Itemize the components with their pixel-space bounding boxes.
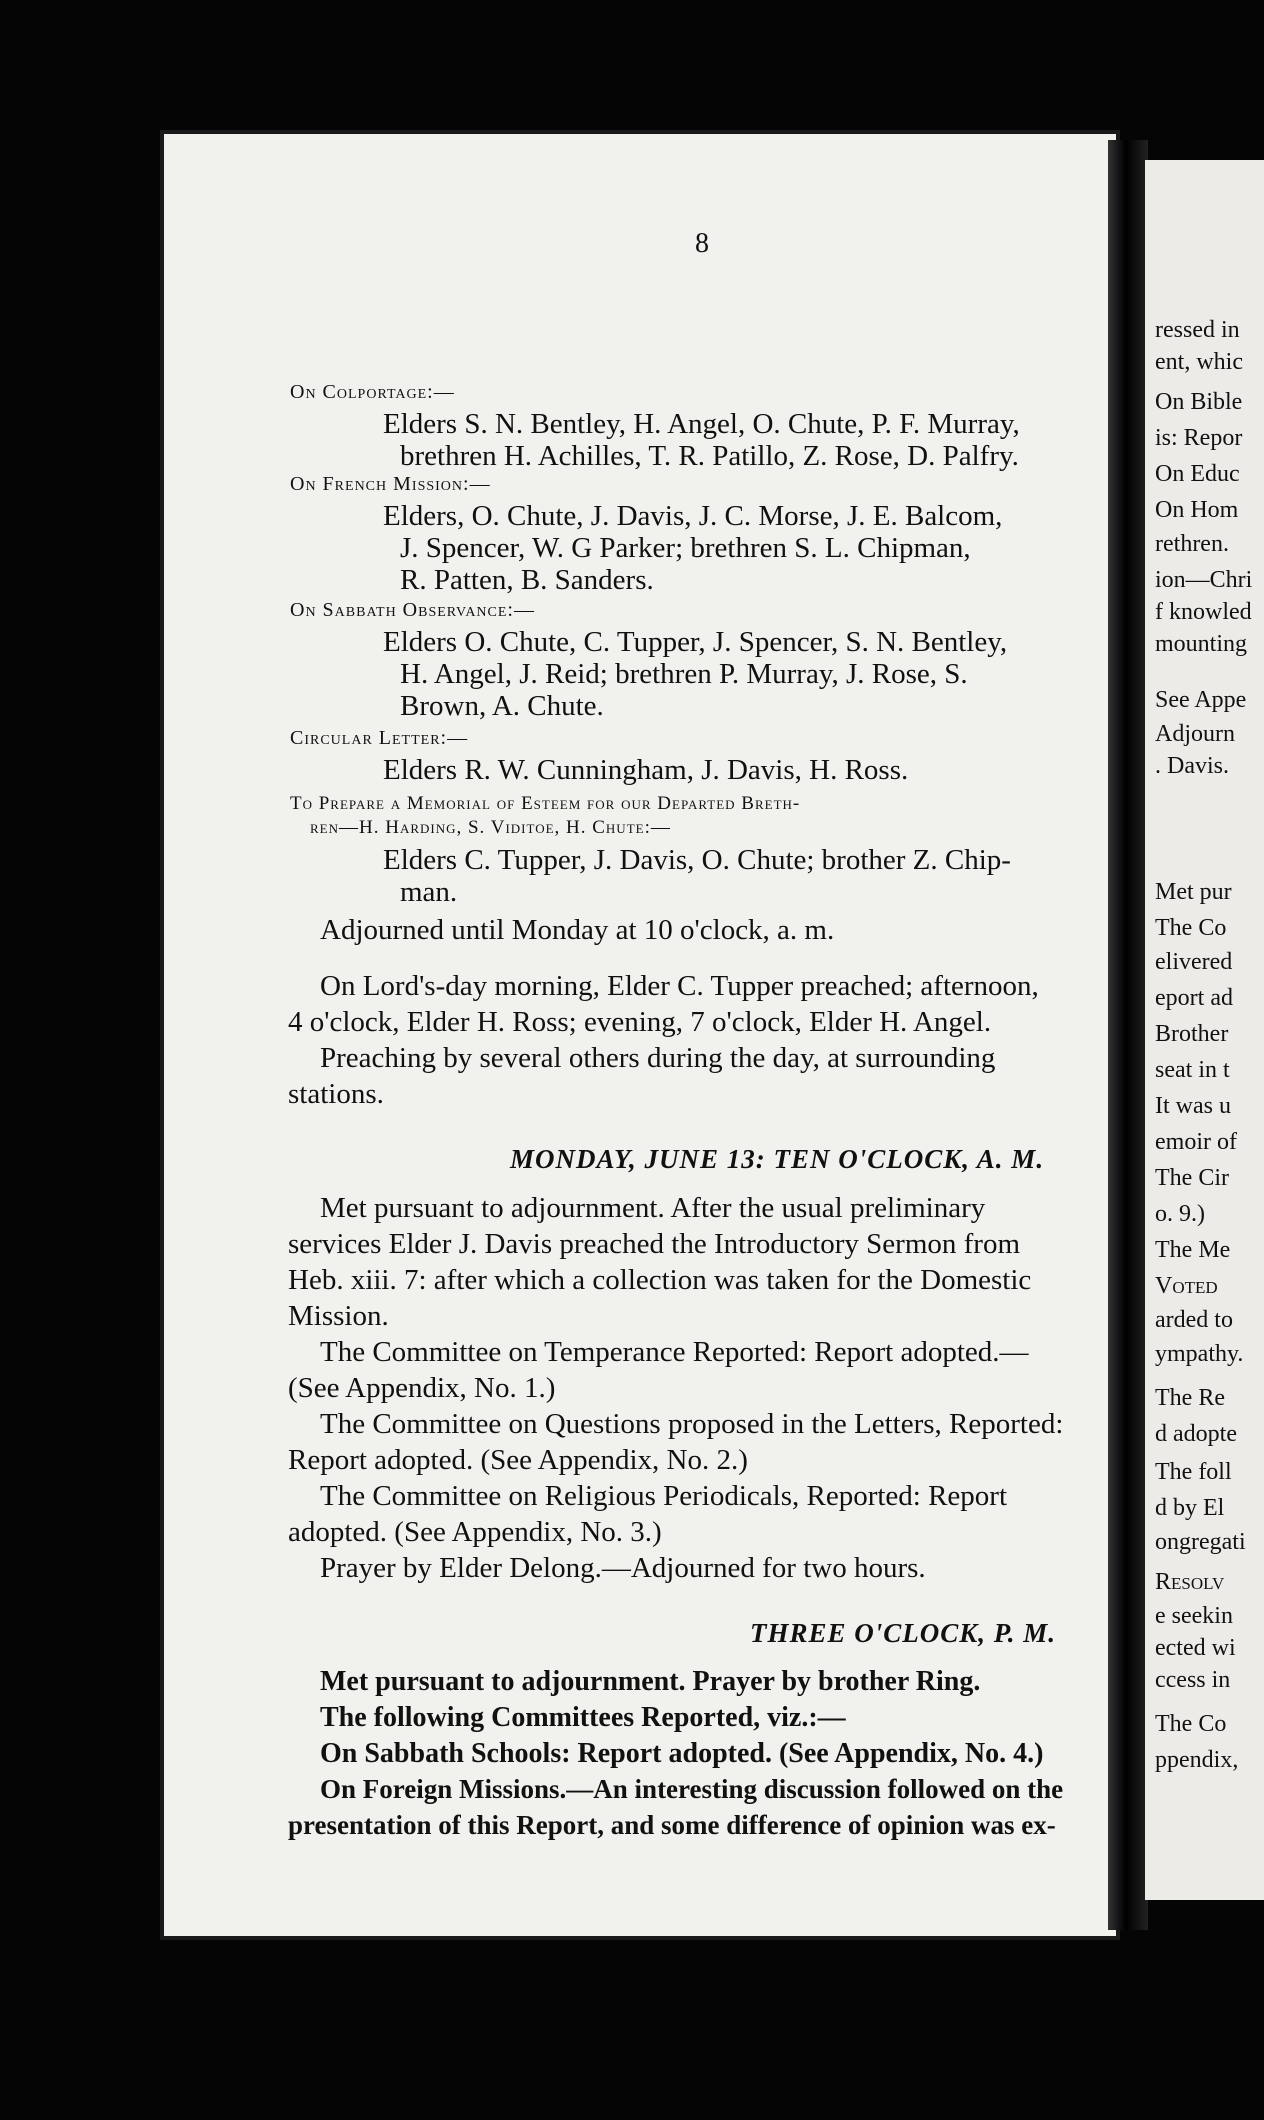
right-fragment: See Appe bbox=[1155, 687, 1247, 713]
right-fragment: mounting bbox=[1155, 631, 1248, 657]
french-mission-line-2: J. Spencer, W. G Parker; brethren S. L. Chipman, bbox=[400, 532, 971, 564]
monday-p4-line-2: adopted. (See Appendix, No. 3.) bbox=[288, 1516, 662, 1548]
right-fragment: On Hom bbox=[1155, 497, 1239, 523]
right-fragment: The Co bbox=[1155, 915, 1227, 941]
left-page bbox=[160, 130, 1120, 1940]
monday-p2-line-1: The Committee on Temperance Reported: Report adopted.— bbox=[320, 1336, 1029, 1368]
french-mission-heading: On French Mission:— bbox=[290, 473, 491, 495]
monday-p3-line-1: The Committee on Questions proposed in the Letters, Reported: bbox=[320, 1408, 1064, 1440]
three-line-2: The following Committees Reported, viz.:— bbox=[320, 1702, 846, 1733]
french-mission-line-3: R. Patten, B. Sanders. bbox=[400, 564, 654, 596]
right-fragment: The Re bbox=[1155, 1385, 1225, 1411]
right-fragment: f knowled bbox=[1155, 599, 1252, 625]
right-fragment: e seekin bbox=[1155, 1603, 1233, 1629]
right-fragment: rethren. bbox=[1155, 531, 1229, 557]
colportage-line-2: brethren H. Achilles, T. R. Patillo, Z. Rose, D. Palfry. bbox=[400, 440, 1019, 472]
right-fragment: elivered bbox=[1155, 949, 1233, 975]
colportage-heading: On Colportage:— bbox=[290, 381, 455, 403]
right-fragment: . Davis. bbox=[1155, 753, 1229, 779]
right-fragment: Resolv bbox=[1155, 1569, 1225, 1595]
right-fragment: Met pur bbox=[1155, 879, 1232, 905]
lords-day-line-2: 4 o'clock, Elder H. Ross; evening, 7 o'clock, Elder H. Angel. bbox=[288, 1006, 992, 1038]
right-fragment: Brother bbox=[1155, 1021, 1229, 1047]
sabbath-observance-line-3: Brown, A. Chute. bbox=[400, 690, 604, 722]
right-fragment: ppendix, bbox=[1155, 1747, 1239, 1773]
three-line-4: On Foreign Missions.—An interesting discussion followed on the bbox=[320, 1774, 1064, 1804]
right-fragment: On Bible bbox=[1155, 389, 1243, 415]
book-gutter bbox=[1108, 140, 1148, 1930]
right-fragment: It was u bbox=[1155, 1093, 1231, 1119]
right-fragment: arded to bbox=[1155, 1307, 1233, 1333]
monday-p1-line-2: services Elder J. Davis preached the Introductory Sermon from bbox=[288, 1228, 1021, 1260]
right-page bbox=[1145, 160, 1264, 1900]
three-oclock-heading: THREE O'CLOCK, P. M. bbox=[750, 1618, 1057, 1648]
right-fragment: The Cir bbox=[1155, 1165, 1229, 1191]
right-fragment: ongregati bbox=[1155, 1529, 1246, 1555]
right-fragment: is: Repor bbox=[1155, 425, 1243, 451]
right-fragment: ent, whic bbox=[1155, 349, 1243, 375]
right-fragment: d by El bbox=[1155, 1495, 1225, 1521]
sabbath-observance-line-2: H. Angel, J. Reid; brethren P. Murray, J. Rose, S. bbox=[400, 658, 968, 690]
lords-day-line-3: Preaching by several others during the day, at surrounding bbox=[320, 1042, 996, 1074]
right-fragment: ressed in bbox=[1155, 317, 1240, 343]
monday-p1-line-3: Heb. xiii. 7: after which a collection was taken for the Domestic bbox=[288, 1264, 1032, 1296]
memorial-heading-2: ren—H. Harding, S. Viditoe, H. Chute:— bbox=[310, 817, 671, 838]
right-fragment: The foll bbox=[1155, 1459, 1232, 1485]
monday-p4-line-1: The Committee on Religious Periodicals, Reported: Report bbox=[320, 1480, 1008, 1512]
right-fragment: On Educ bbox=[1155, 461, 1240, 487]
lords-day-line-1: On Lord's-day morning, Elder C. Tupper preached; afternoon, bbox=[320, 970, 1039, 1002]
right-fragment: ccess in bbox=[1155, 1667, 1231, 1693]
page-number: 8 bbox=[695, 228, 709, 259]
monday-p5-line-1: Prayer by Elder Delong.—Adjourned for two hours. bbox=[320, 1552, 926, 1584]
sabbath-observance-line-1: Elders O. Chute, C. Tupper, J. Spencer, S. N. Bentley, bbox=[383, 626, 1008, 658]
colportage-line-1: Elders S. N. Bentley, H. Angel, O. Chute, P. F. Murray, bbox=[383, 408, 1020, 440]
three-line-3: On Sabbath Schools: Report adopted. (See Appendix, No. 4.) bbox=[320, 1738, 1044, 1769]
sabbath-observance-heading: On Sabbath Observance:— bbox=[290, 599, 535, 621]
right-fragment: ympathy. bbox=[1155, 1341, 1244, 1367]
memorial-line-2: man. bbox=[400, 876, 458, 908]
right-fragment: The Co bbox=[1155, 1711, 1227, 1737]
right-fragment: Adjourn bbox=[1155, 721, 1235, 747]
memorial-line-1: Elders C. Tupper, J. Davis, O. Chute; brother Z. Chip- bbox=[383, 844, 1011, 876]
monday-p2-line-2: (See Appendix, No. 1.) bbox=[288, 1372, 556, 1404]
right-fragment: d adopte bbox=[1155, 1421, 1237, 1447]
circular-letter-line-1: Elders R. W. Cunningham, J. Davis, H. Ross. bbox=[383, 754, 909, 786]
monday-p1-line-1: Met pursuant to adjournment. After the usual preliminary bbox=[320, 1192, 986, 1224]
right-fragment: ected wi bbox=[1155, 1635, 1236, 1661]
circular-letter-heading: Circular Letter:— bbox=[290, 727, 469, 749]
three-line-5: presentation of this Report, and some difference of opinion was ex- bbox=[288, 1810, 1056, 1840]
right-fragment: eport ad bbox=[1155, 985, 1233, 1011]
monday-p3-line-2: Report adopted. (See Appendix, No. 2.) bbox=[288, 1444, 748, 1476]
right-fragment: The Me bbox=[1155, 1237, 1231, 1263]
lords-day-line-4: stations. bbox=[288, 1078, 384, 1110]
right-fragment: Voted bbox=[1155, 1273, 1218, 1299]
right-fragment: ion—Chri bbox=[1155, 567, 1253, 593]
right-fragment: emoir of bbox=[1155, 1129, 1237, 1155]
french-mission-line-1: Elders, O. Chute, J. Davis, J. C. Morse, J. E. Balcom, bbox=[383, 500, 1003, 532]
memorial-heading-1: To Prepare a Memorial of Esteem for our Departed Breth- bbox=[290, 793, 801, 814]
adjourned-line: Adjourned until Monday at 10 o'clock, a. m. bbox=[320, 914, 835, 946]
monday-p1-line-4: Mission. bbox=[288, 1300, 389, 1332]
right-fragment: o. 9.) bbox=[1155, 1201, 1205, 1227]
three-line-1: Met pursuant to adjournment. Prayer by brother Ring. bbox=[320, 1666, 981, 1697]
right-fragment: seat in t bbox=[1155, 1057, 1230, 1083]
monday-heading: MONDAY, JUNE 13: TEN O'CLOCK, A. M. bbox=[510, 1144, 1045, 1174]
